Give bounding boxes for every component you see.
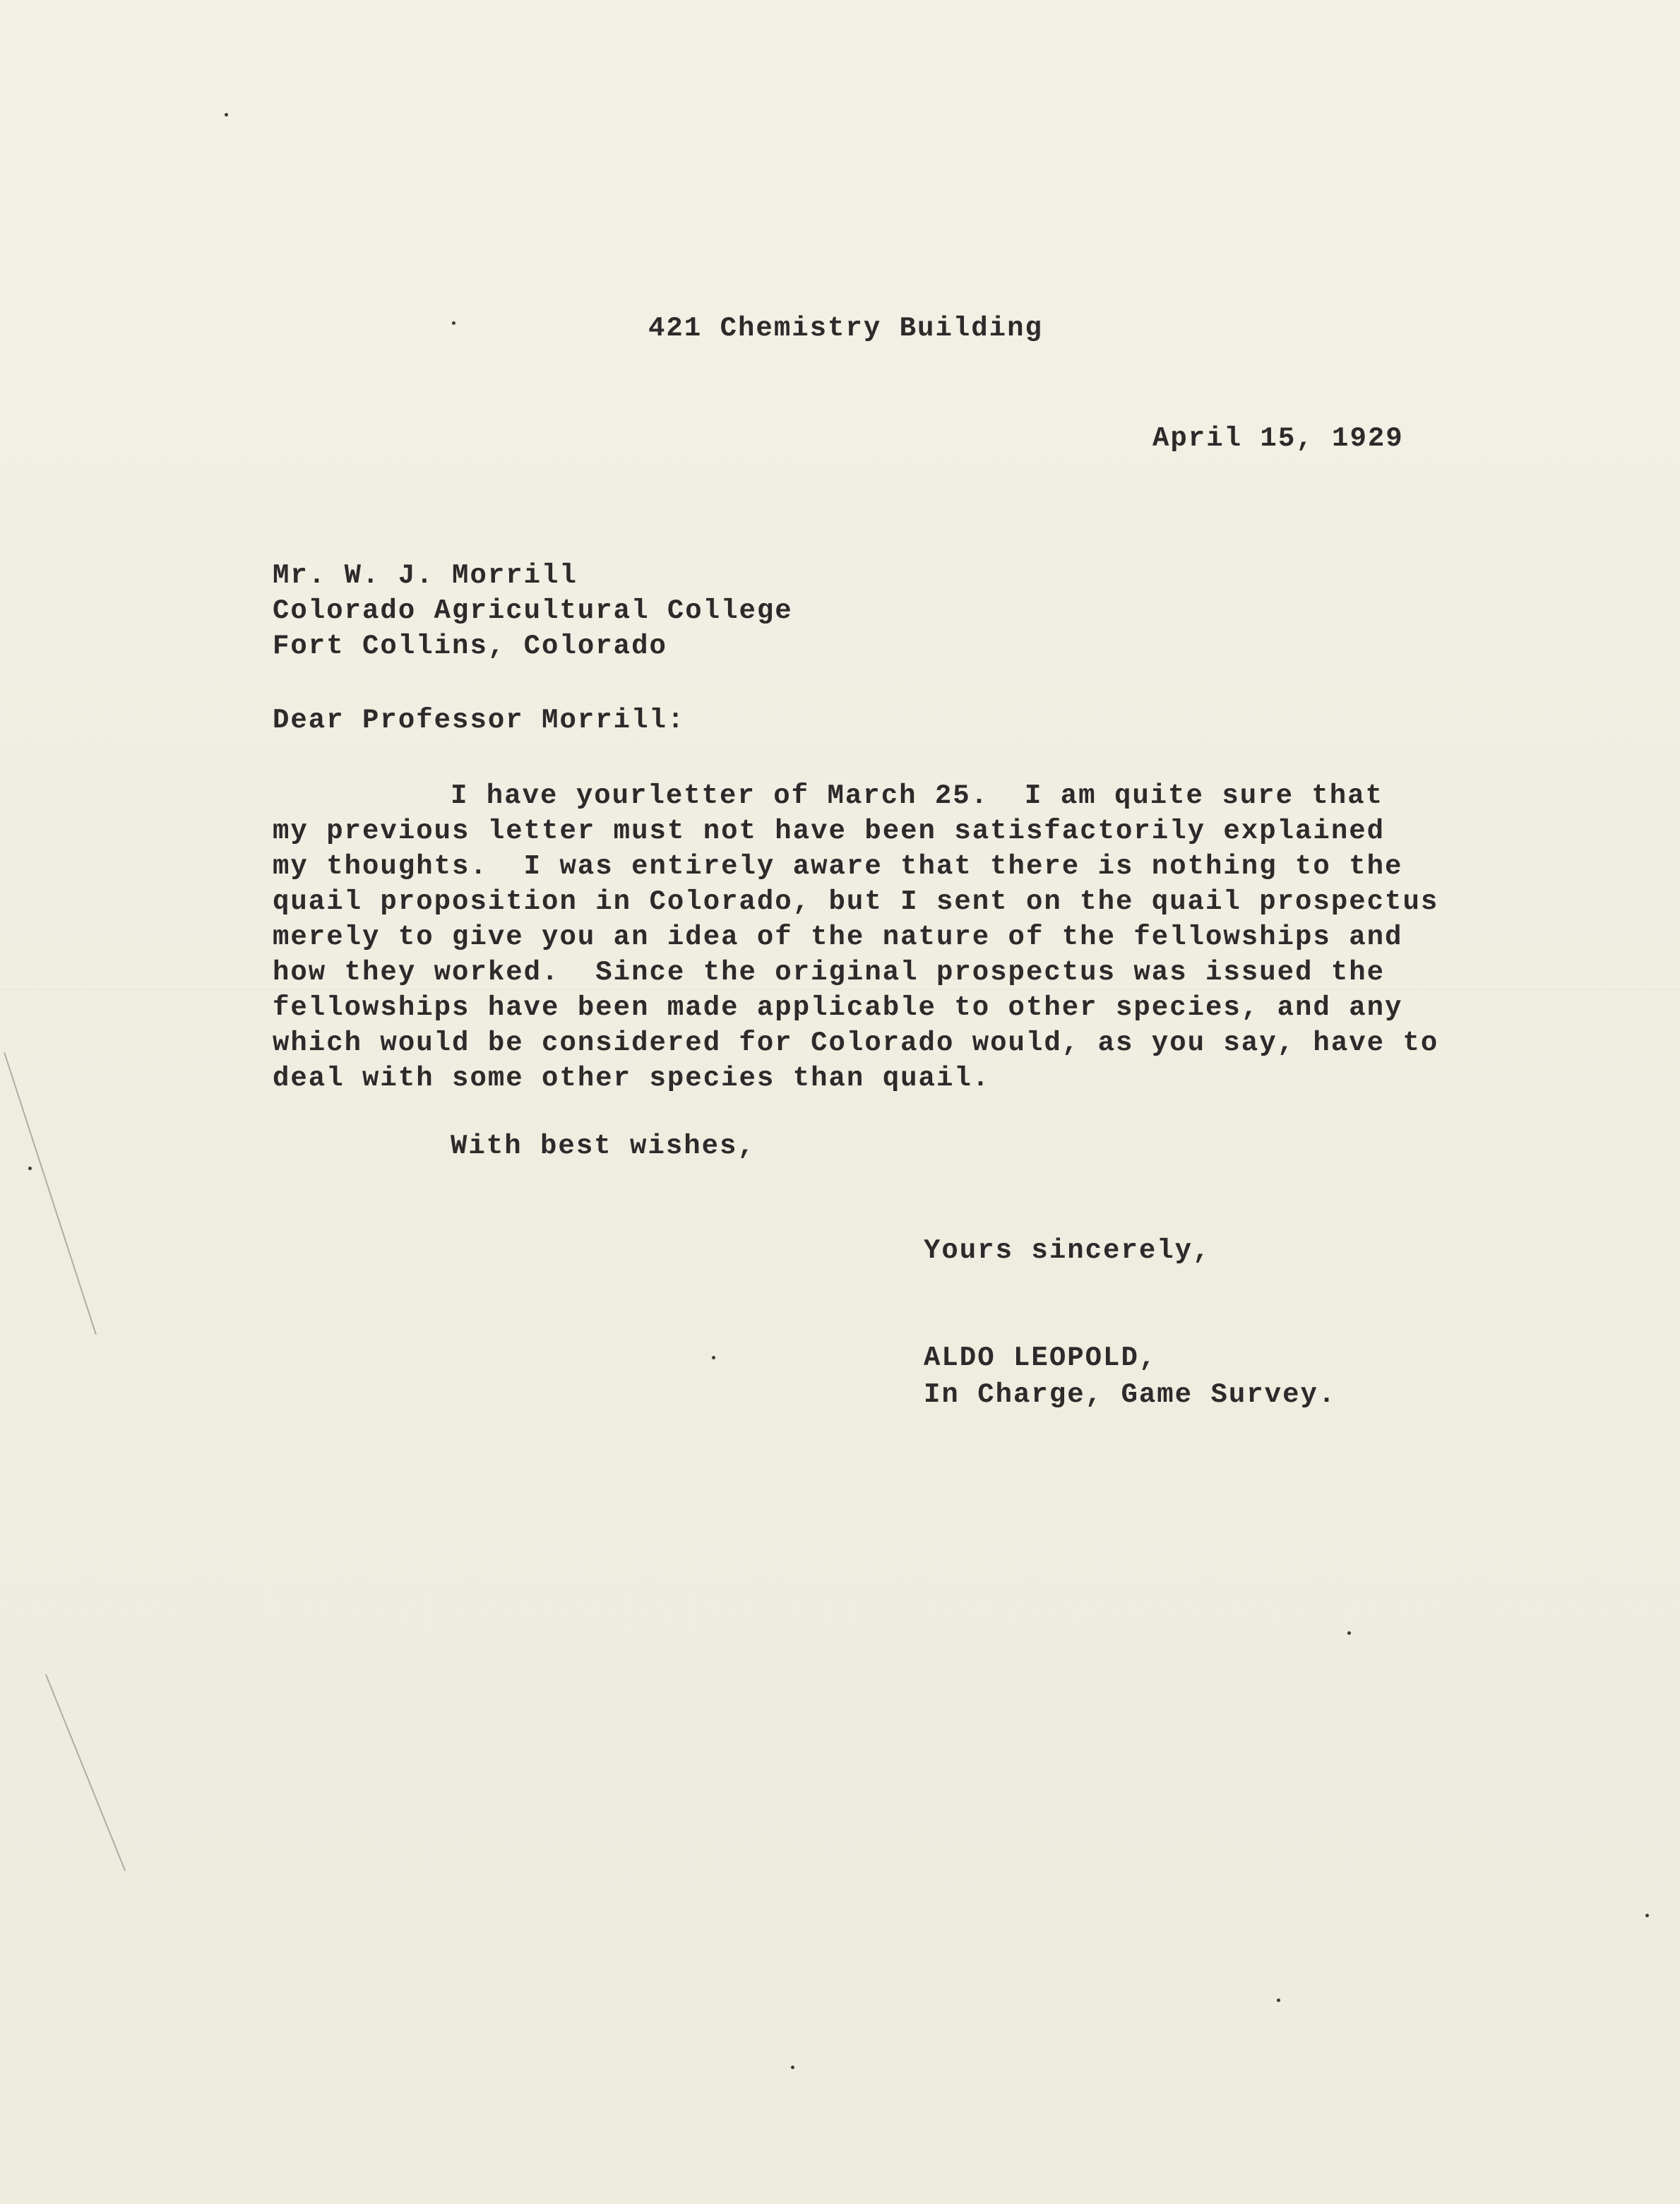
complimentary-close: Yours sincerely,	[924, 1235, 1211, 1266]
signer-name: ALDO LEOPOLD,	[924, 1342, 1157, 1374]
sender-address: 421 Chemistry Building	[648, 313, 1043, 344]
paper-speck	[28, 1167, 32, 1170]
body-line: deal with some other species than quail.	[273, 1063, 991, 1094]
paper-speck	[712, 1356, 715, 1359]
body-line: merely to give you an idea of the nature of the fellowships and	[273, 922, 1403, 953]
recipient-institution: Colorado Agricultural College	[273, 595, 793, 626]
body-line: quail proposition in Colorado, but I sent on the quail prospectus	[273, 886, 1439, 917]
body-line: fellowships have been made applicable to other species, and any	[273, 992, 1403, 1023]
paper-speck	[1277, 1999, 1280, 2002]
closing-wish: With best wishes,	[451, 1131, 756, 1162]
body-line: my previous letter must not have been satisfactorily explained	[273, 816, 1386, 847]
paper-speck	[225, 113, 228, 117]
paper-speck	[1645, 1914, 1649, 1917]
body-line: which would be considered for Colorado would, as you say, have to	[273, 1027, 1439, 1059]
recipient-name: Mr. W. J. Morrill	[273, 560, 578, 591]
body-line: I have yourletter of March 25. I am quite sure that	[451, 780, 1383, 811]
body-line: how they worked. Since the original prospectus was issued the	[273, 957, 1386, 988]
recipient-location: Fort Collins, Colorado	[273, 631, 667, 662]
letter-date: April 15, 1929	[1152, 423, 1404, 454]
salutation: Dear Professor Morrill:	[273, 705, 686, 736]
paper-speck	[1347, 1631, 1351, 1635]
paper-crease-mark	[4, 1052, 97, 1335]
body-line: my thoughts. I was entirely aware that there is nothing to the	[273, 851, 1403, 882]
signer-title: In Charge, Game Survey.	[924, 1379, 1337, 1410]
paper-speck	[791, 2066, 794, 2069]
paper-crease-mark	[45, 1674, 126, 1871]
paper-speck	[452, 321, 455, 325]
